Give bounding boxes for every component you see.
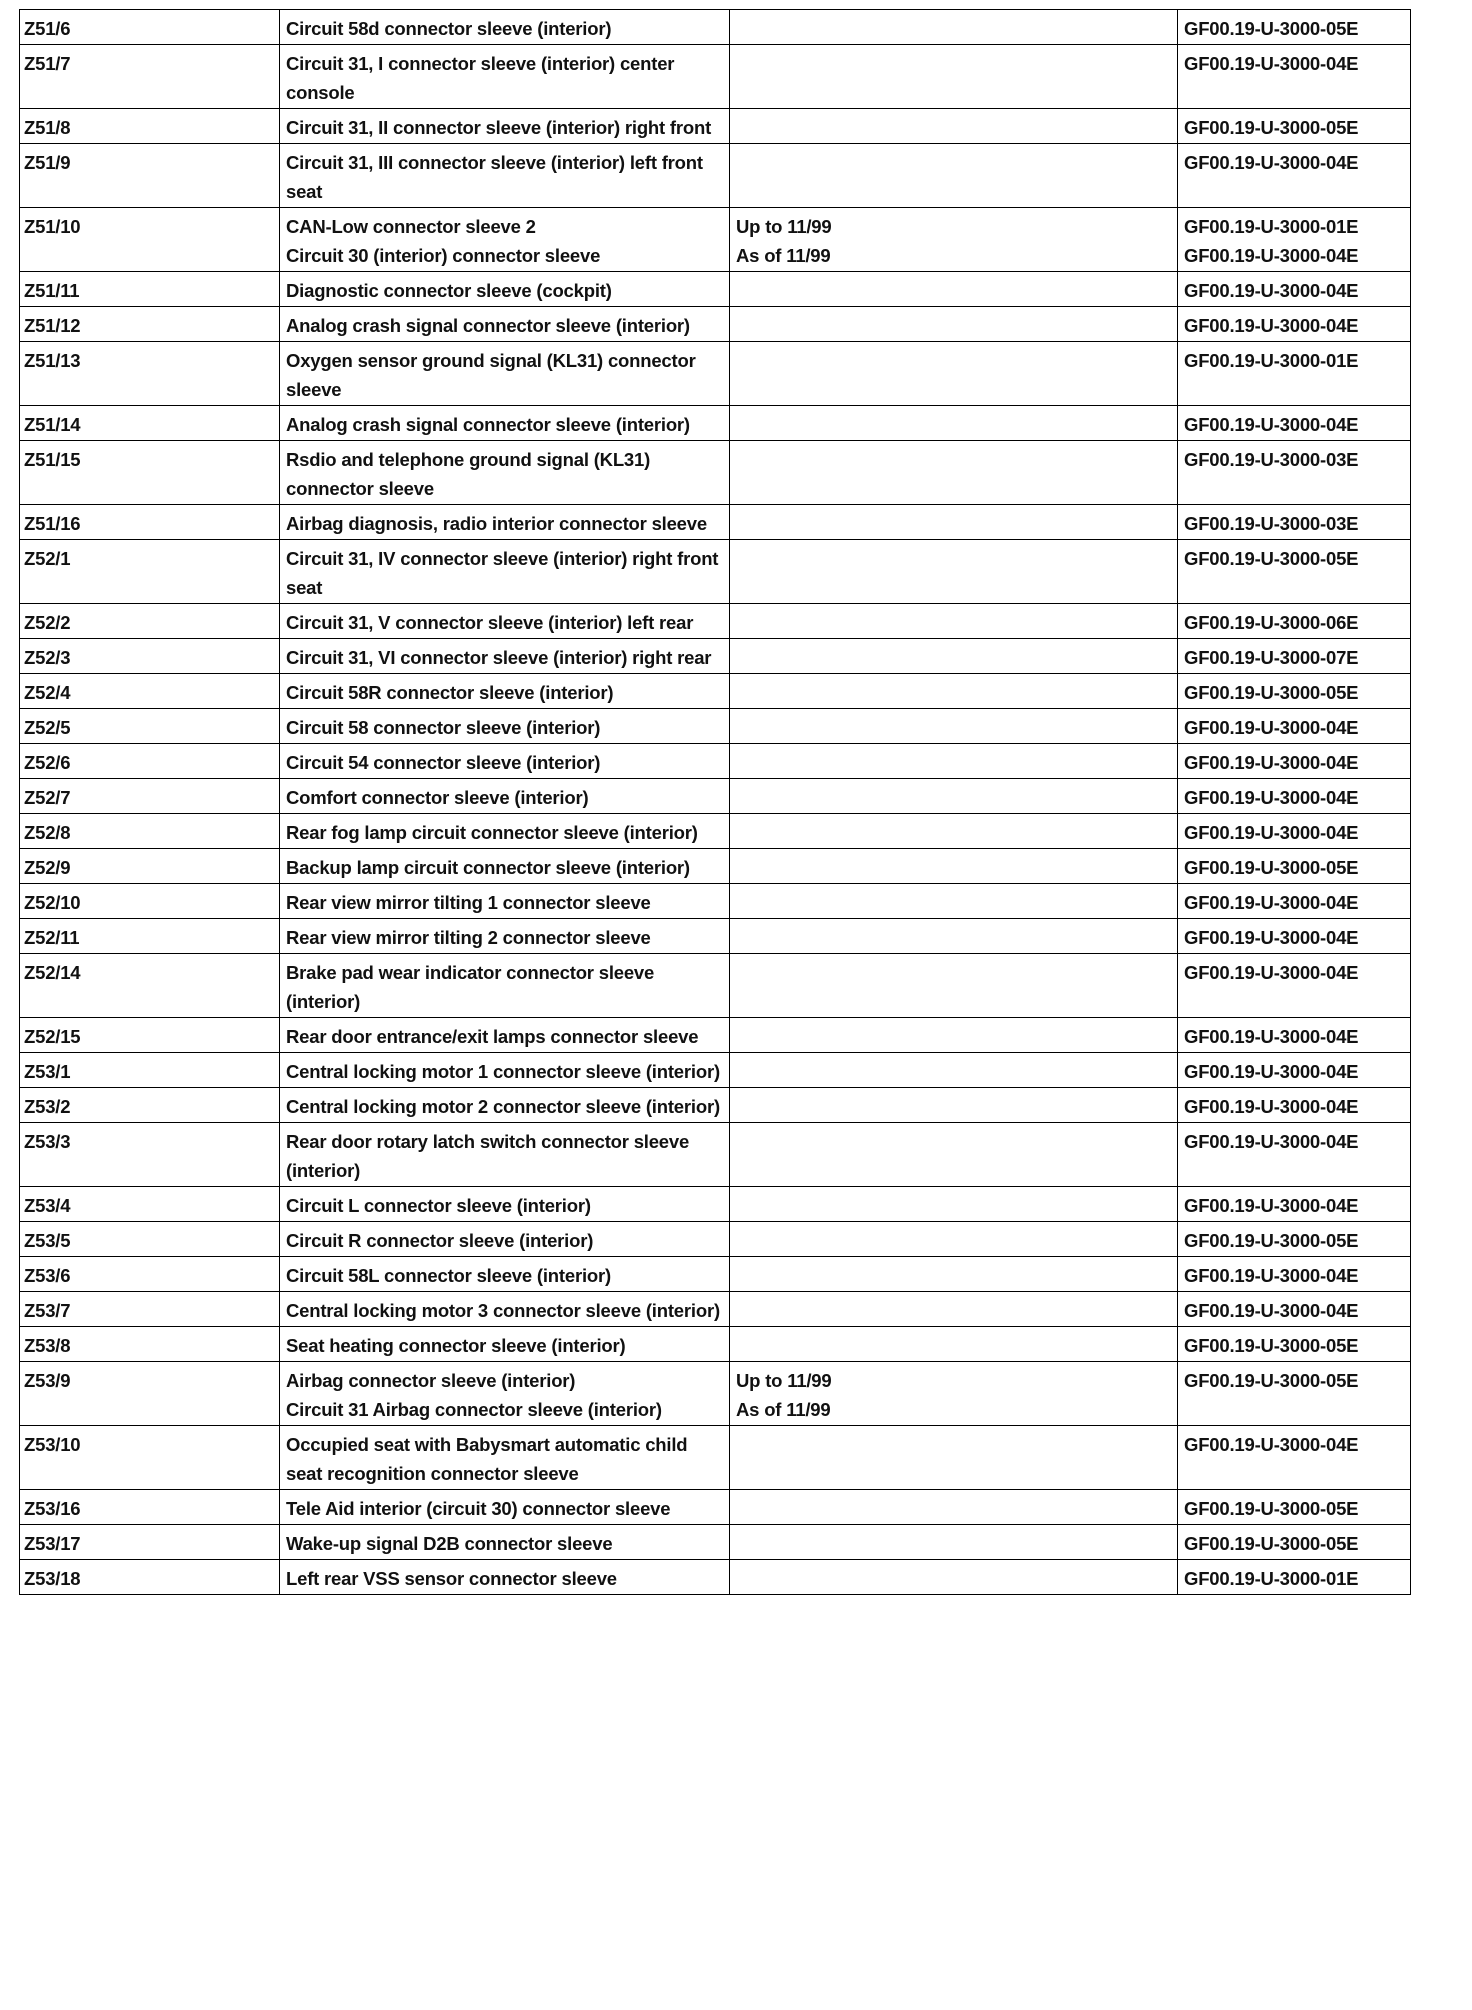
- description-cell: [280, 540, 730, 604]
- validity-cell: [730, 10, 1178, 45]
- document-number-cell: [1178, 1327, 1411, 1362]
- table-row: [20, 406, 1411, 441]
- document-number-cell: [1178, 1525, 1411, 1560]
- document-number-cell: [1178, 1088, 1411, 1123]
- description-cell: [280, 674, 730, 709]
- description-cell: [280, 1490, 730, 1525]
- document-number-text: GF00.19-U-3000-04E: [1184, 245, 1359, 266]
- document-number-cell: [1178, 272, 1411, 307]
- document-number-text: GF00.19-U-3000-04E: [1184, 927, 1359, 948]
- document-number-text: GF00.19-U-3000-05E: [1184, 1335, 1359, 1356]
- document-number-cell: [1178, 709, 1411, 744]
- validity-cell: [730, 639, 1178, 674]
- description-cell: [280, 10, 730, 45]
- description-cell: [280, 441, 730, 505]
- description-cell: [280, 919, 730, 954]
- description-text: Circuit 31, II connector sleeve (interior) right front: [286, 117, 712, 138]
- description-text: Rear view mirror tilting 1 connector sleeve: [286, 892, 651, 913]
- component-code: Z53/7: [20, 1292, 280, 1327]
- validity-cell: [730, 1018, 1178, 1053]
- document-number-cell: [1178, 144, 1411, 208]
- component-code: Z53/6: [20, 1257, 280, 1292]
- document-number-text: GF00.19-U-3000-01E: [1184, 350, 1359, 371]
- description-text: Seat heating connector sleeve (interior): [286, 1335, 626, 1356]
- validity-cell: [730, 884, 1178, 919]
- document-number-text: GF00.19-U-3000-05E: [1184, 1498, 1359, 1519]
- document-number-text: GF00.19-U-3000-03E: [1184, 513, 1359, 534]
- validity-cell: [730, 1292, 1178, 1327]
- table-body: [20, 10, 1411, 1595]
- document-number-cell: [1178, 406, 1411, 441]
- document-number-text: GF00.19-U-3000-04E: [1184, 1434, 1359, 1455]
- component-code: Z52/7: [20, 779, 280, 814]
- description-cell: [280, 1088, 730, 1123]
- table-row: [20, 709, 1411, 744]
- component-code: Z53/5: [20, 1222, 280, 1257]
- table-row: [20, 109, 1411, 144]
- component-code: Z51/16: [20, 505, 280, 540]
- description-cell: [280, 1362, 730, 1426]
- description-text: Comfort connector sleeve (interior): [286, 787, 589, 808]
- component-code: Z53/8: [20, 1327, 280, 1362]
- table-row: [20, 1362, 1411, 1426]
- description-cell: [280, 208, 730, 272]
- document-number-cell: [1178, 1053, 1411, 1088]
- description-text: Circuit 31, V connector sleeve (interior) left rear: [286, 612, 694, 633]
- description-text: Wake-up signal D2B connector sleeve: [286, 1533, 613, 1554]
- validity-cell: [730, 342, 1178, 406]
- table-row: [20, 1123, 1411, 1187]
- document-number-text: GF00.19-U-3000-04E: [1184, 822, 1359, 843]
- component-code: Z52/14: [20, 954, 280, 1018]
- description-cell: [280, 744, 730, 779]
- component-code: Z51/15: [20, 441, 280, 505]
- document-number-text: GF00.19-U-3000-05E: [1184, 548, 1359, 569]
- validity-text: As of 11/99: [736, 1399, 831, 1420]
- description-text: CAN-Low connector sleeve 2: [286, 216, 536, 237]
- document-number-cell: [1178, 45, 1411, 109]
- document-number-cell: [1178, 674, 1411, 709]
- table-row: [20, 639, 1411, 674]
- component-code: Z51/7: [20, 45, 280, 109]
- table-row: [20, 45, 1411, 109]
- table-row: [20, 1053, 1411, 1088]
- description-text: Backup lamp circuit connector sleeve (interior): [286, 857, 690, 878]
- description-text: Circuit 31, III connector sleeve (interior) left front seat: [286, 152, 703, 202]
- validity-cell: [730, 954, 1178, 1018]
- description-cell: [280, 1525, 730, 1560]
- table-row: [20, 1088, 1411, 1123]
- description-cell: [280, 1018, 730, 1053]
- description-cell: [280, 272, 730, 307]
- component-code: Z53/3: [20, 1123, 280, 1187]
- component-code: Z51/14: [20, 406, 280, 441]
- component-code: Z52/11: [20, 919, 280, 954]
- component-code: Z51/6: [20, 10, 280, 45]
- table-row: [20, 307, 1411, 342]
- document-number-cell: [1178, 1222, 1411, 1257]
- table-row: [20, 208, 1411, 272]
- document-number-text: GF00.19-U-3000-04E: [1184, 1300, 1359, 1321]
- component-code: Z53/17: [20, 1525, 280, 1560]
- description-text: Circuit 58L connector sleeve (interior): [286, 1265, 611, 1286]
- description-text: Brake pad wear indicator connector sleeve (interior): [286, 962, 655, 1012]
- document-number-text: GF00.19-U-3000-04E: [1184, 1195, 1359, 1216]
- document-number-text: GF00.19-U-3000-04E: [1184, 414, 1359, 435]
- description-text: Circuit 31, I connector sleeve (interior) center console: [286, 53, 675, 103]
- document-number-text: GF00.19-U-3000-04E: [1184, 1026, 1359, 1047]
- validity-cell: [730, 919, 1178, 954]
- document-number-cell: [1178, 10, 1411, 45]
- document-number-cell: [1178, 1187, 1411, 1222]
- table-row: [20, 604, 1411, 639]
- description-text: Rear fog lamp circuit connector sleeve (interior): [286, 822, 698, 843]
- table-row: [20, 744, 1411, 779]
- description-cell: [280, 406, 730, 441]
- validity-cell: [730, 1525, 1178, 1560]
- document-number-cell: [1178, 1018, 1411, 1053]
- document-number-cell: [1178, 849, 1411, 884]
- document-number-cell: [1178, 1362, 1411, 1426]
- description-text: Analog crash signal connector sleeve (interior): [286, 414, 690, 435]
- document-number-cell: [1178, 109, 1411, 144]
- document-number-text: GF00.19-U-3000-04E: [1184, 1061, 1359, 1082]
- table-row: [20, 10, 1411, 45]
- table-row: [20, 342, 1411, 406]
- table-row: [20, 674, 1411, 709]
- validity-cell: [730, 1257, 1178, 1292]
- validity-cell: [730, 1187, 1178, 1222]
- validity-cell: [730, 272, 1178, 307]
- document-number-cell: [1178, 814, 1411, 849]
- validity-cell: [730, 604, 1178, 639]
- document-number-text: GF00.19-U-3000-04E: [1184, 787, 1359, 808]
- description-cell: [280, 1053, 730, 1088]
- description-cell: [280, 307, 730, 342]
- document-number-text: GF00.19-U-3000-06E: [1184, 612, 1359, 633]
- description-text: Rear door entrance/exit lamps connector sleeve: [286, 1026, 699, 1047]
- table-row: [20, 1222, 1411, 1257]
- description-text: Circuit 31, IV connector sleeve (interior) right front seat: [286, 548, 719, 598]
- validity-cell: [730, 849, 1178, 884]
- description-cell: [280, 1187, 730, 1222]
- description-cell: [280, 342, 730, 406]
- table-row: [20, 1426, 1411, 1490]
- component-code: Z52/4: [20, 674, 280, 709]
- component-code: Z52/10: [20, 884, 280, 919]
- component-code: Z52/2: [20, 604, 280, 639]
- description-cell: [280, 1123, 730, 1187]
- description-cell: [280, 954, 730, 1018]
- document-number-cell: [1178, 884, 1411, 919]
- table-row: [20, 1292, 1411, 1327]
- document-number-text: GF00.19-U-3000-05E: [1184, 682, 1359, 703]
- validity-cell: [730, 1088, 1178, 1123]
- validity-text: Up to 11/99: [736, 216, 832, 237]
- table-row: [20, 1560, 1411, 1595]
- description-cell: [280, 1327, 730, 1362]
- description-text: Left rear VSS sensor connector sleeve: [286, 1568, 617, 1589]
- document-number-cell: [1178, 604, 1411, 639]
- description-cell: [280, 144, 730, 208]
- component-code: Z52/5: [20, 709, 280, 744]
- document-number-text: GF00.19-U-3000-04E: [1184, 1131, 1359, 1152]
- table-row: [20, 272, 1411, 307]
- table-row: [20, 884, 1411, 919]
- description-text: Circuit 30 (interior) connector sleeve: [286, 245, 601, 266]
- document-number-cell: [1178, 1560, 1411, 1595]
- document-number-cell: [1178, 919, 1411, 954]
- document-number-cell: [1178, 441, 1411, 505]
- component-code: Z53/16: [20, 1490, 280, 1525]
- description-text: Circuit L connector sleeve (interior): [286, 1195, 591, 1216]
- table-row: [20, 505, 1411, 540]
- description-text: Analog crash signal connector sleeve (interior): [286, 315, 690, 336]
- document-number-text: GF00.19-U-3000-05E: [1184, 1533, 1359, 1554]
- description-cell: [280, 1292, 730, 1327]
- description-text: Oxygen sensor ground signal (KL31) connector sleeve: [286, 350, 696, 400]
- description-text: Tele Aid interior (circuit 30) connector sleeve: [286, 1498, 671, 1519]
- description-text: Circuit R connector sleeve (interior): [286, 1230, 594, 1251]
- table-row: [20, 1327, 1411, 1362]
- description-cell: [280, 639, 730, 674]
- table-row: [20, 540, 1411, 604]
- component-code: Z52/8: [20, 814, 280, 849]
- table-row: [20, 814, 1411, 849]
- validity-cell: [730, 144, 1178, 208]
- validity-cell: [730, 307, 1178, 342]
- validity-cell: [730, 1222, 1178, 1257]
- table-row: [20, 779, 1411, 814]
- component-code: Z51/10: [20, 208, 280, 272]
- component-code: Z52/3: [20, 639, 280, 674]
- document-number-cell: [1178, 342, 1411, 406]
- component-code: Z52/1: [20, 540, 280, 604]
- component-code: Z53/18: [20, 1560, 280, 1595]
- document-number-text: GF00.19-U-3000-07E: [1184, 647, 1359, 668]
- description-text: Circuit 31, VI connector sleeve (interior) right rear: [286, 647, 712, 668]
- description-text: Circuit 31 Airbag connector sleeve (interior): [286, 1399, 662, 1420]
- component-code: Z53/4: [20, 1187, 280, 1222]
- table-row: [20, 1018, 1411, 1053]
- document-number-text: GF00.19-U-3000-04E: [1184, 1265, 1359, 1286]
- description-text: Circuit 58 connector sleeve (interior): [286, 717, 601, 738]
- document-number-text: GF00.19-U-3000-04E: [1184, 280, 1359, 301]
- validity-cell: [730, 1490, 1178, 1525]
- component-code: Z52/6: [20, 744, 280, 779]
- description-text: Central locking motor 1 connector sleeve (interior): [286, 1061, 720, 1082]
- description-cell: [280, 779, 730, 814]
- document-number-cell: [1178, 639, 1411, 674]
- description-text: Diagnostic connector sleeve (cockpit): [286, 280, 612, 301]
- validity-cell: [730, 814, 1178, 849]
- document-number-cell: [1178, 1426, 1411, 1490]
- validity-cell: [730, 674, 1178, 709]
- description-cell: [280, 849, 730, 884]
- description-cell: [280, 505, 730, 540]
- description-cell: [280, 1426, 730, 1490]
- document-number-cell: [1178, 779, 1411, 814]
- description-text: Occupied seat with Babysmart automatic child seat recognition connector sleeve: [286, 1434, 688, 1484]
- document-number-text: GF00.19-U-3000-04E: [1184, 752, 1359, 773]
- table-row: [20, 919, 1411, 954]
- description-cell: [280, 884, 730, 919]
- description-text: Airbag connector sleeve (interior): [286, 1370, 576, 1391]
- validity-cell: [730, 45, 1178, 109]
- document-number-text: GF00.19-U-3000-05E: [1184, 1230, 1359, 1251]
- component-code: Z51/13: [20, 342, 280, 406]
- document-number-text: GF00.19-U-3000-04E: [1184, 1096, 1359, 1117]
- validity-cell: [730, 1053, 1178, 1088]
- component-code: Z51/12: [20, 307, 280, 342]
- document-number-text: GF00.19-U-3000-05E: [1184, 1370, 1359, 1391]
- table-row: [20, 954, 1411, 1018]
- description-text: Central locking motor 3 connector sleeve (interior): [286, 1300, 720, 1321]
- validity-cell: [730, 109, 1178, 144]
- description-cell: [280, 1257, 730, 1292]
- document-number-cell: [1178, 954, 1411, 1018]
- description-text: Circuit 58R connector sleeve (interior): [286, 682, 614, 703]
- description-text: Circuit 54 connector sleeve (interior): [286, 752, 601, 773]
- document-number-text: GF00.19-U-3000-05E: [1184, 857, 1359, 878]
- table-row: [20, 1525, 1411, 1560]
- component-code: Z53/9: [20, 1362, 280, 1426]
- description-cell: [280, 1560, 730, 1595]
- document-number-cell: [1178, 1257, 1411, 1292]
- document-number-text: GF00.19-U-3000-04E: [1184, 53, 1359, 74]
- document-number-text: GF00.19-U-3000-01E: [1184, 1568, 1359, 1589]
- document-number-text: GF00.19-U-3000-03E: [1184, 449, 1359, 470]
- table-row: [20, 1187, 1411, 1222]
- description-cell: [280, 109, 730, 144]
- validity-cell: [730, 208, 1178, 272]
- component-code: Z53/2: [20, 1088, 280, 1123]
- description-cell: [280, 1222, 730, 1257]
- validity-cell: [730, 1362, 1178, 1426]
- component-code: Z52/15: [20, 1018, 280, 1053]
- validity-cell: [730, 406, 1178, 441]
- description-cell: [280, 45, 730, 109]
- document-number-cell: [1178, 1123, 1411, 1187]
- validity-cell: [730, 1560, 1178, 1595]
- description-text: Central locking motor 2 connector sleeve (interior): [286, 1096, 720, 1117]
- document-number-cell: [1178, 1292, 1411, 1327]
- component-code: Z52/9: [20, 849, 280, 884]
- validity-cell: [730, 441, 1178, 505]
- document-number-text: GF00.19-U-3000-05E: [1184, 18, 1359, 39]
- validity-cell: [730, 1426, 1178, 1490]
- document-number-cell: [1178, 540, 1411, 604]
- description-text: Rear view mirror tilting 2 connector sleeve: [286, 927, 651, 948]
- table-row: [20, 441, 1411, 505]
- validity-cell: [730, 779, 1178, 814]
- document-number-text: GF00.19-U-3000-04E: [1184, 717, 1359, 738]
- document-number-text: GF00.19-U-3000-04E: [1184, 892, 1359, 913]
- connector-sleeve-table-page: [19, 9, 1410, 1595]
- description-text: Rear door rotary latch switch connector sleeve (interior): [286, 1131, 690, 1181]
- validity-cell: [730, 709, 1178, 744]
- table-row: [20, 849, 1411, 884]
- validity-cell: [730, 540, 1178, 604]
- description-cell: [280, 709, 730, 744]
- document-number-cell: [1178, 744, 1411, 779]
- document-number-cell: [1178, 505, 1411, 540]
- table-row: [20, 144, 1411, 208]
- table-row: [20, 1490, 1411, 1525]
- description-text: Circuit 58d connector sleeve (interior): [286, 18, 612, 39]
- component-code: Z51/9: [20, 144, 280, 208]
- description-text: Rsdio and telephone ground signal (KL31) connector sleeve: [286, 449, 651, 499]
- component-code: Z53/10: [20, 1426, 280, 1490]
- component-code: Z53/1: [20, 1053, 280, 1088]
- validity-cell: [730, 1123, 1178, 1187]
- component-code: Z51/8: [20, 109, 280, 144]
- description-cell: [280, 814, 730, 849]
- table-row: [20, 1257, 1411, 1292]
- validity-text: As of 11/99: [736, 245, 831, 266]
- description-text: Airbag diagnosis, radio interior connector sleeve: [286, 513, 707, 534]
- description-cell: [280, 604, 730, 639]
- validity-cell: [730, 744, 1178, 779]
- validity-cell: [730, 505, 1178, 540]
- document-number-text: GF00.19-U-3000-04E: [1184, 315, 1359, 336]
- document-number-text: GF00.19-U-3000-05E: [1184, 117, 1359, 138]
- validity-text: Up to 11/99: [736, 1370, 832, 1391]
- document-number-text: GF00.19-U-3000-04E: [1184, 962, 1359, 983]
- connector-sleeve-table: [19, 9, 1411, 1595]
- document-number-cell: [1178, 1490, 1411, 1525]
- component-code: Z51/11: [20, 272, 280, 307]
- validity-cell: [730, 1327, 1178, 1362]
- document-number-text: GF00.19-U-3000-04E: [1184, 152, 1359, 173]
- document-number-text: GF00.19-U-3000-01E: [1184, 216, 1359, 237]
- document-number-cell: [1178, 208, 1411, 272]
- document-number-cell: [1178, 307, 1411, 342]
